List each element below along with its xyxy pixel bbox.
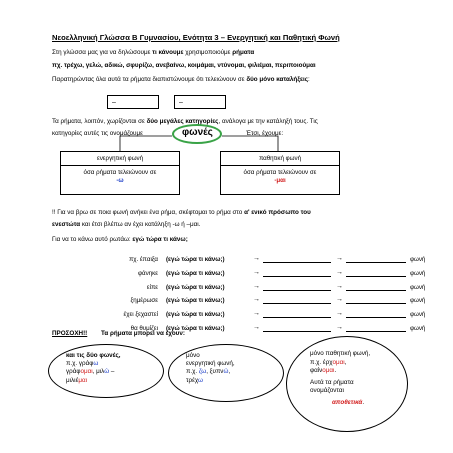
voice-suffix: φωνή bbox=[410, 283, 426, 291]
example-verb: φάνηκε bbox=[138, 269, 158, 277]
arrow-icon: → bbox=[336, 324, 343, 331]
hint-text: και έτσι βλέπω αν έχει κατάληξη -ω ή –μαι. bbox=[80, 221, 201, 228]
intro-text: χρησιμοποιούμε bbox=[183, 49, 233, 56]
ellipse-ending: ώ bbox=[223, 368, 229, 376]
ellipse-text: φαίν bbox=[310, 367, 323, 374]
hint-line-2 bbox=[52, 221, 200, 228]
intro-text: Στη γλώσσα μας για να δηλώσουμε bbox=[52, 49, 153, 56]
ellipse-text: , bbox=[228, 368, 231, 376]
ellipse-ending: ώ bbox=[104, 368, 110, 376]
ellipse-left-line bbox=[66, 368, 121, 376]
attention-text: Τα ρήματα μπορεί να έχουν: bbox=[101, 330, 185, 337]
answer-line[interactable] bbox=[263, 270, 331, 277]
ellipse-middle-line bbox=[186, 368, 235, 376]
arrow-icon: → bbox=[253, 324, 260, 331]
voice-answer-line[interactable] bbox=[346, 256, 406, 263]
ellipse-text: π.χ. γράφ bbox=[66, 360, 94, 368]
example-verb: είπε bbox=[146, 283, 158, 291]
ellipse-text: γράφ bbox=[66, 368, 81, 376]
example-question: (εγώ τώρα τι κάνω;) bbox=[166, 311, 225, 319]
ellipse-text: , bbox=[344, 358, 347, 366]
example-question: (εγώ τώρα τι κάνω;) bbox=[166, 269, 225, 277]
voice-suffix: φωνή bbox=[410, 256, 426, 263]
voice-answer-line[interactable] bbox=[346, 311, 406, 318]
example-row bbox=[0, 284, 453, 294]
voices-word: φωνές bbox=[182, 127, 213, 138]
intro-examples: πχ. τρέχω, γελώ, αδικώ, σφυρίζω, ανεβαίνω, κοιμάμαι, ντύνομαι, φιλιέμαι, περιποιούμαι bbox=[52, 62, 316, 69]
answer-line[interactable] bbox=[263, 325, 331, 332]
passive-voice-ending: -μαι bbox=[274, 177, 286, 185]
voice-suffix: φωνή bbox=[410, 269, 426, 277]
para2-line-2-end: Έτσι, έχουμε: bbox=[246, 130, 284, 137]
example-intro bbox=[52, 236, 188, 243]
example-verb: θα θυμίζει bbox=[130, 325, 158, 332]
ellipse-ending: ομαι bbox=[332, 358, 345, 366]
answer-line[interactable] bbox=[263, 256, 331, 263]
arrow-icon: → bbox=[253, 282, 260, 290]
intro-bold: ρήματα bbox=[232, 49, 255, 56]
ellipse-right-line bbox=[332, 399, 370, 408]
ellipse-left-line bbox=[66, 377, 121, 385]
ellipse-text: τρέχ bbox=[186, 376, 199, 384]
active-voice-text: όσα ρήματα τελειώνουν σε bbox=[83, 169, 157, 177]
ellipse-ending: ω bbox=[198, 376, 203, 384]
ellipse-ending: ομαι bbox=[322, 367, 335, 374]
voice-answer-line[interactable] bbox=[346, 270, 406, 277]
voice-answer-line[interactable] bbox=[346, 297, 406, 304]
ellipse-text: , ξυπν bbox=[206, 368, 224, 376]
hint-text: !! Για να βρω σε ποια φωνή ανήκει ένα ρήμα, σκέφτομαι το ρήμα στο bbox=[52, 209, 245, 216]
hint-bold: ενεστώτα bbox=[52, 221, 81, 228]
example-row bbox=[0, 256, 453, 266]
passive-voice-text: όσα ρήματα τελειώνουν σε bbox=[243, 169, 317, 177]
active-voice-header: ενεργητική φωνή bbox=[61, 155, 179, 166]
example-question: (εγώ τώρα τι κάνω;) bbox=[166, 325, 225, 332]
example-question: (εγώ τώρα τι κάνω;) bbox=[166, 297, 225, 305]
para-text: , ανάλογα με την κατάληξή τους. Τις bbox=[218, 118, 318, 125]
connector-left bbox=[120, 136, 172, 151]
ellipse-middle-line: ενεργητική φωνή, bbox=[186, 360, 235, 368]
example-intro-text: Για να το κάνω αυτό ρωτάω: bbox=[52, 236, 133, 243]
hint-bold: α' ενικό πρόσωπο του bbox=[244, 209, 311, 216]
active-voice-ending: -ω bbox=[116, 177, 124, 185]
example-question: (εγώ τώρα τι κάνω;) bbox=[166, 256, 225, 263]
arrow-icon: → bbox=[336, 255, 343, 262]
arrow-icon: → bbox=[253, 268, 260, 276]
para-text: Τα ρήματα, λοιπόν, χωρίζονται σε bbox=[52, 118, 147, 125]
ellipse-right-line: Αυτά τα ρήματα bbox=[310, 378, 354, 386]
arrow-icon: → bbox=[253, 255, 260, 262]
para-bold: δύο μεγάλες κατηγορίες bbox=[146, 118, 219, 125]
connector-right bbox=[222, 136, 278, 151]
ellipse-text: . bbox=[362, 398, 365, 406]
ellipse-right-line bbox=[310, 359, 370, 368]
ellipse-text: μιλιέ bbox=[66, 376, 79, 384]
example-verb: ξημέρωσε bbox=[130, 297, 158, 305]
voice-answer-line[interactable] bbox=[346, 284, 406, 291]
voice-suffix: φωνή bbox=[410, 311, 426, 319]
voice-suffix: φωνή bbox=[410, 297, 426, 305]
ellipse-text: π.χ. έρχ bbox=[310, 358, 333, 366]
intro-bold: δύο μόνο καταλήξεις bbox=[246, 76, 309, 83]
example-row bbox=[0, 297, 453, 307]
ellipse-left-line: και τις δύο φωνές, bbox=[66, 352, 121, 359]
example-row bbox=[0, 311, 453, 321]
ellipse-ending: μαι bbox=[78, 376, 88, 384]
attention-label: ΠΡΟΣΟΧΗ!! bbox=[52, 330, 88, 337]
answer-line[interactable] bbox=[263, 311, 331, 318]
ellipse-right-line: ονομάζονται bbox=[310, 387, 344, 394]
example-verb: πχ. έπαιξα bbox=[128, 256, 158, 263]
arrow-icon: → bbox=[253, 310, 260, 318]
ellipse-ending: ομαι bbox=[80, 368, 93, 376]
example-question: (εγώ τώρα τι κάνω;) bbox=[166, 283, 225, 291]
ellipse-ending: ω bbox=[93, 360, 99, 368]
ellipse-middle-line: μόνο bbox=[186, 352, 200, 359]
para2-line-2: κατηγορίες αυτές τις ονομάζουμε bbox=[52, 130, 143, 137]
ellipse-text: – bbox=[109, 368, 115, 376]
ellipse-right-text bbox=[310, 350, 370, 407]
ellipse-right-line: μόνο παθητική φωνή, bbox=[310, 350, 371, 357]
arrow-icon: → bbox=[336, 282, 343, 290]
attention-line bbox=[52, 330, 185, 337]
ellipse-middle-line bbox=[186, 377, 235, 385]
active-voice-box bbox=[60, 151, 180, 195]
answer-line[interactable] bbox=[263, 297, 331, 304]
example-verb: έχει ξεχαστεί bbox=[123, 311, 158, 319]
ending-box-1[interactable]: – bbox=[107, 95, 159, 109]
passive-voice-box bbox=[220, 151, 340, 195]
answer-line[interactable] bbox=[263, 284, 331, 291]
example-row bbox=[0, 270, 453, 280]
intro-text: Παρατηρώντας όλα αυτά τα ρήματα διαπιστώνουμε ότι τελειώνουν σε bbox=[52, 76, 247, 83]
ellipse-text: , μιλ bbox=[92, 368, 105, 376]
hint-line-1 bbox=[52, 209, 311, 216]
page-title: Νεοελληνική Γλώσσα Β Γυμνασίου, Ενότητα 3 – Ενεργητική και Παθητική Φωνή bbox=[52, 33, 340, 42]
example-intro-bold: εγώ τώρα τι κάνω; bbox=[132, 236, 188, 243]
ellipse-right-line bbox=[310, 367, 370, 376]
arrow-icon: → bbox=[336, 296, 343, 304]
ellipse-text: π.χ. bbox=[186, 368, 199, 376]
voice-answer-line[interactable] bbox=[346, 325, 406, 332]
passive-voice-header: παθητική φωνή bbox=[221, 155, 339, 166]
ellipse-text: . bbox=[334, 367, 337, 374]
ellipse-left-text bbox=[66, 352, 121, 385]
arrow-icon: → bbox=[253, 296, 260, 304]
arrow-icon: → bbox=[336, 310, 343, 318]
ellipse-middle-text bbox=[186, 352, 235, 385]
arrow-icon: → bbox=[336, 268, 343, 276]
intro-bold: τι κάνουμε bbox=[152, 49, 184, 56]
intro-text: : bbox=[308, 76, 310, 83]
voice-suffix: φωνή bbox=[410, 325, 426, 332]
deponent-word: αποθετικά bbox=[332, 398, 363, 406]
ellipse-ending: ζω bbox=[198, 368, 207, 376]
ending-box-2[interactable]: – bbox=[174, 95, 226, 109]
